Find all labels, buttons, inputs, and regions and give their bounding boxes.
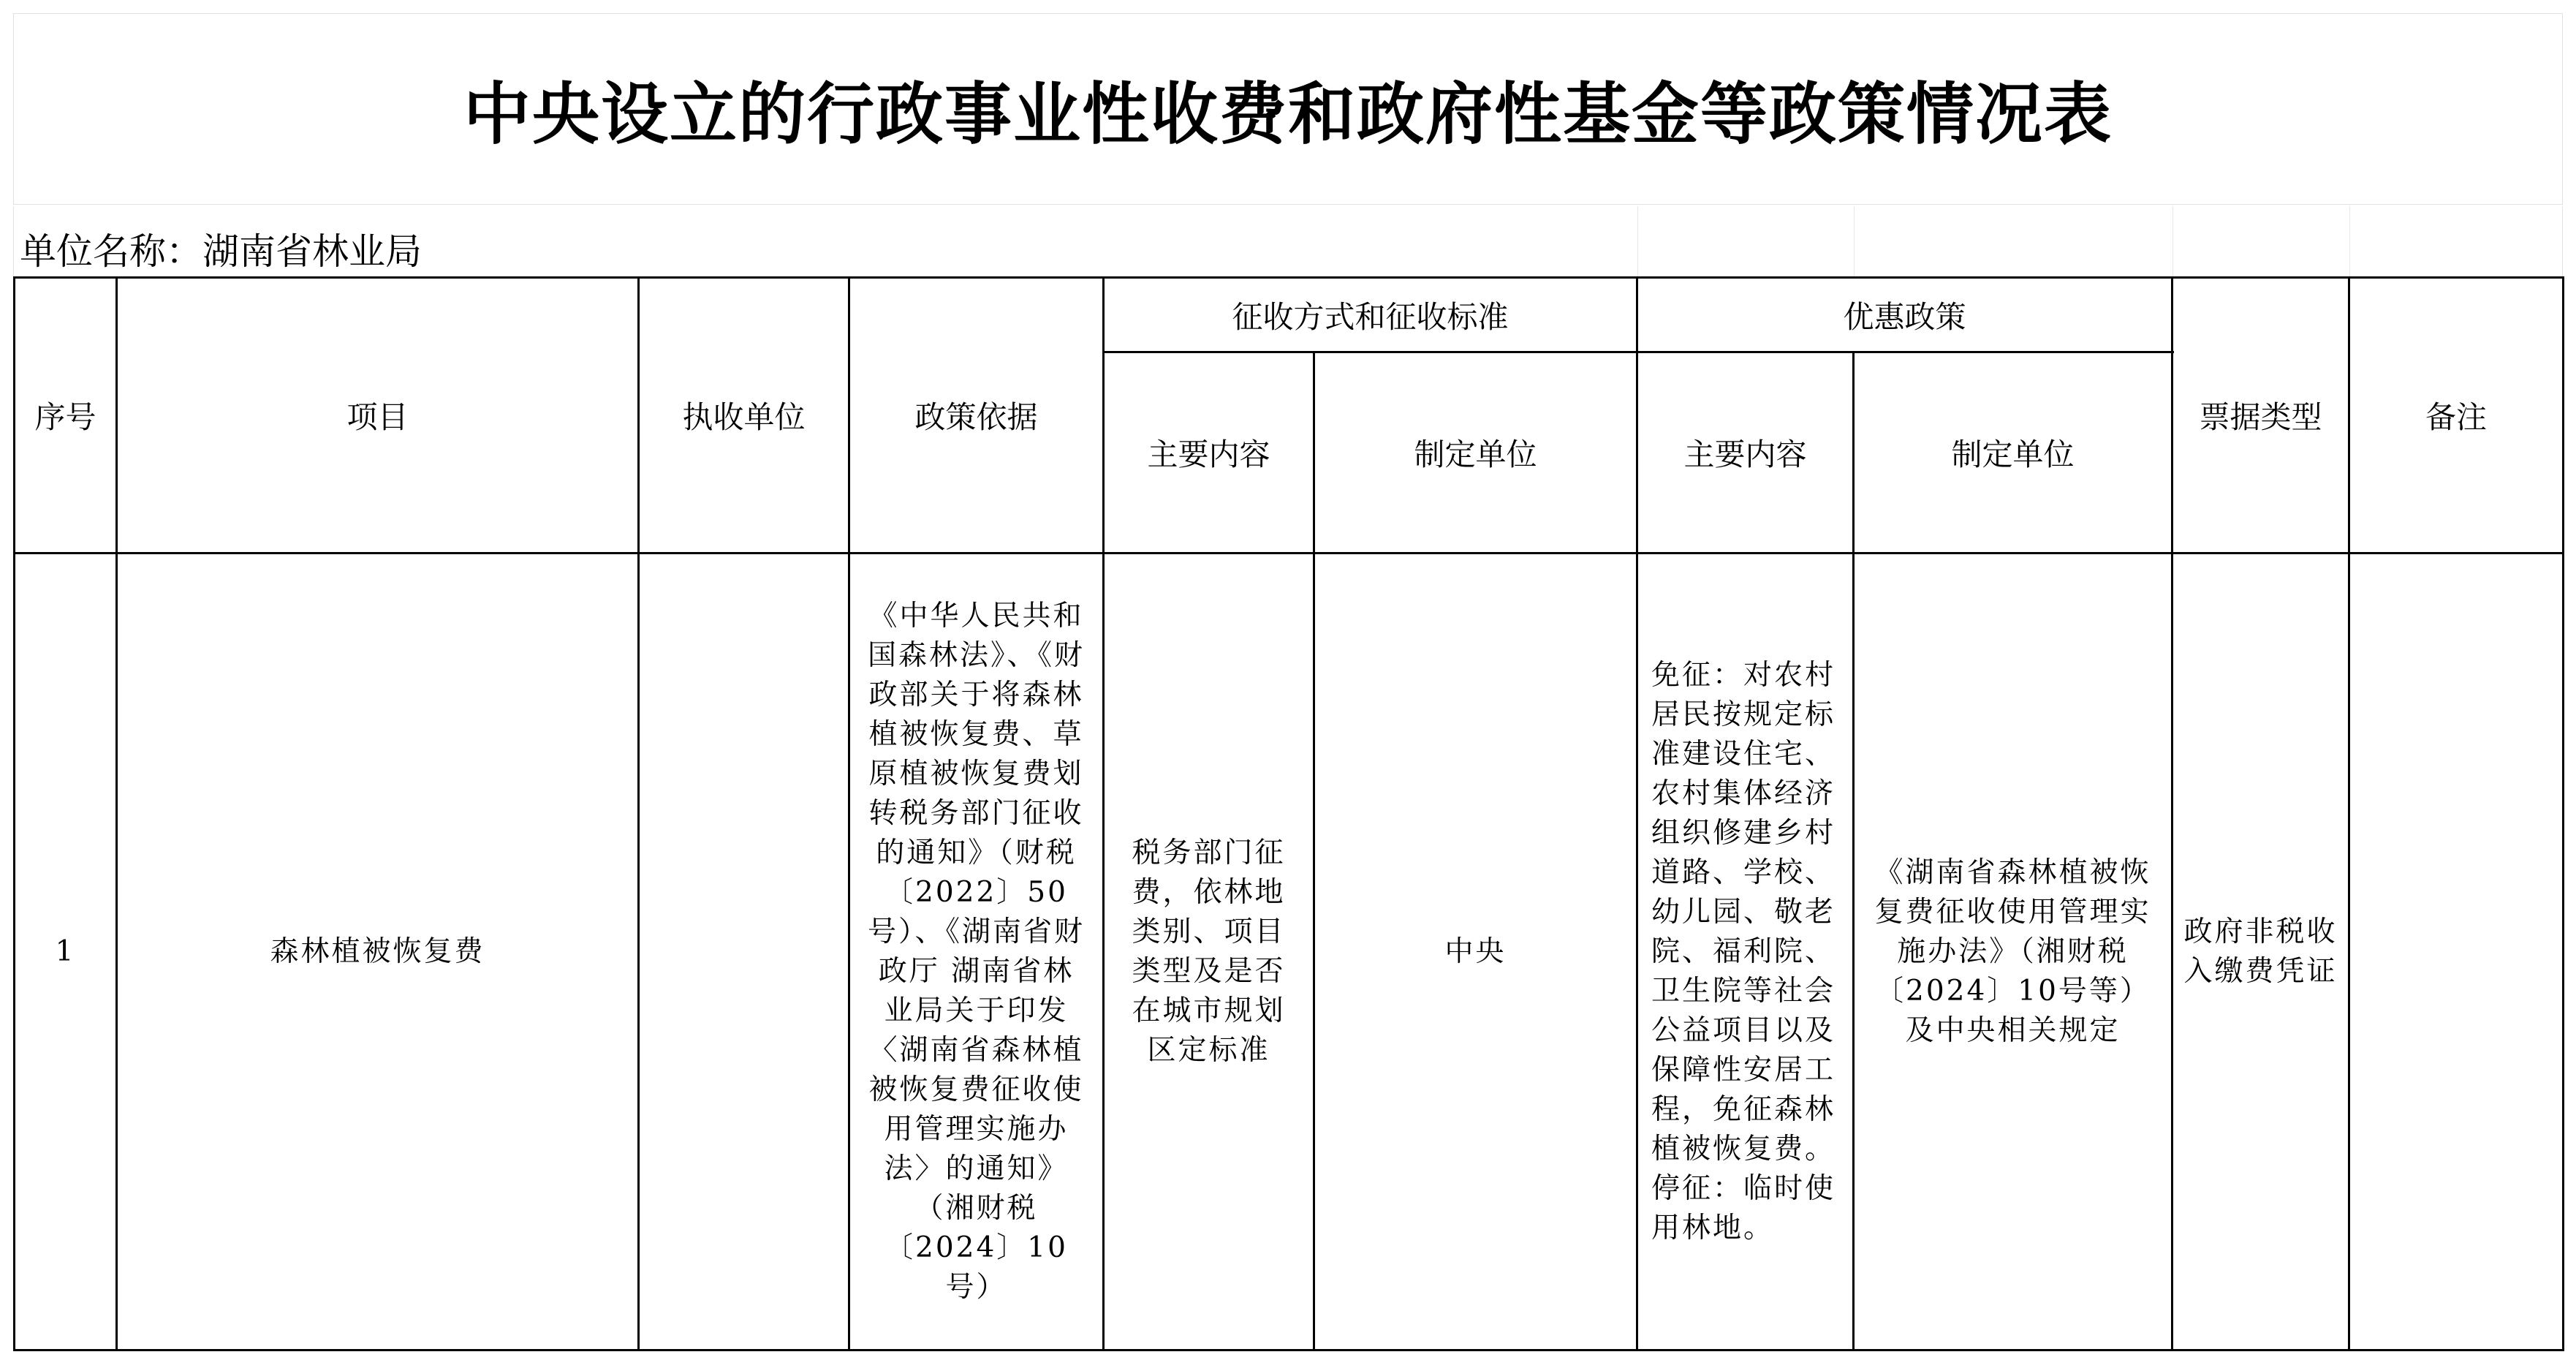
ghost-divider xyxy=(2172,206,2173,276)
cell-receipt-type xyxy=(2173,554,2348,1349)
receipt-type-text: 政府非税收入缴费凭证 xyxy=(2183,915,2338,988)
cell-seq: 1 xyxy=(55,934,76,968)
collection-main-text: 税务部门征费，依林地类别、项目类型及是否在城市规划区定标准 xyxy=(1132,836,1286,1067)
cell-policy-basis xyxy=(850,554,1102,1349)
header-seq: 序号 xyxy=(34,399,96,435)
unit-row xyxy=(13,206,2563,276)
ghost-divider xyxy=(1637,206,1638,276)
col-border xyxy=(2562,276,2564,1351)
header-collector: 执收单位 xyxy=(682,399,806,435)
page-title: 中央设立的行政事业性收费和政府性基金等政策情况表 xyxy=(463,75,2113,154)
preferential-main-text: 免征：对农村居民按规定标准建设住宅、农村集体经济组织修建乡村道路、学校、幼儿园、敬老院、福利院、卫生院等社会公益项目以及保障性安居工程，免征森林植被恢复费。停征：临时使用林地。 xyxy=(1651,658,1836,1244)
ghost-divider xyxy=(2349,206,2350,276)
cell-remarks xyxy=(2350,554,2562,1349)
header-receipt-type: 票据类型 xyxy=(2199,399,2322,435)
table-border-bottom xyxy=(13,1349,2564,1351)
cell-collection-maker: 中央 xyxy=(1444,934,1507,968)
cell-preferential-maker xyxy=(1855,554,2171,1349)
header-collection-group: 征收方式和征收标准 xyxy=(1232,298,1509,335)
header-remarks: 备注 xyxy=(2425,399,2487,435)
cell-collection-main xyxy=(1105,554,1313,1349)
header-collection-maker: 制定单位 xyxy=(1414,437,1537,472)
header-preferential-group: 优惠政策 xyxy=(1843,298,1966,335)
header-preferential-main: 主要内容 xyxy=(1683,437,1807,472)
preferential-maker-text: 《湖南省森林植被恢复费征收使用管理实施办法》（湘财税〔2024〕10号等）及中央相关规定 xyxy=(1874,855,2151,1047)
header-preferential-maker: 制定单位 xyxy=(1951,437,2075,472)
cell-item: 森林植被恢复费 xyxy=(270,934,485,968)
header-policy-basis: 政策依据 xyxy=(914,399,1038,435)
cell-collector xyxy=(640,554,848,1349)
ghost-divider xyxy=(1854,206,1855,276)
cell-preferential-main xyxy=(1638,554,1852,1349)
policy-basis-text: 《中华人民共和国森林法》、《财政部关于将森林植被恢复费、草原植被恢复费划转税务部门征收的通知》（财税〔2022〕50号）、《湖南省财政厅 湖南省林业局关于印发〈湖南省森林植被恢复费征收使用管理实施办法〉的通知》（湘财税〔2024〕10号） xyxy=(867,599,1085,1304)
header-item: 项目 xyxy=(346,399,409,435)
title-box xyxy=(13,13,2563,205)
unit-name-label: 单位名称：湖南省林业局 xyxy=(20,230,422,273)
header-collection-main: 主要内容 xyxy=(1147,437,1270,472)
